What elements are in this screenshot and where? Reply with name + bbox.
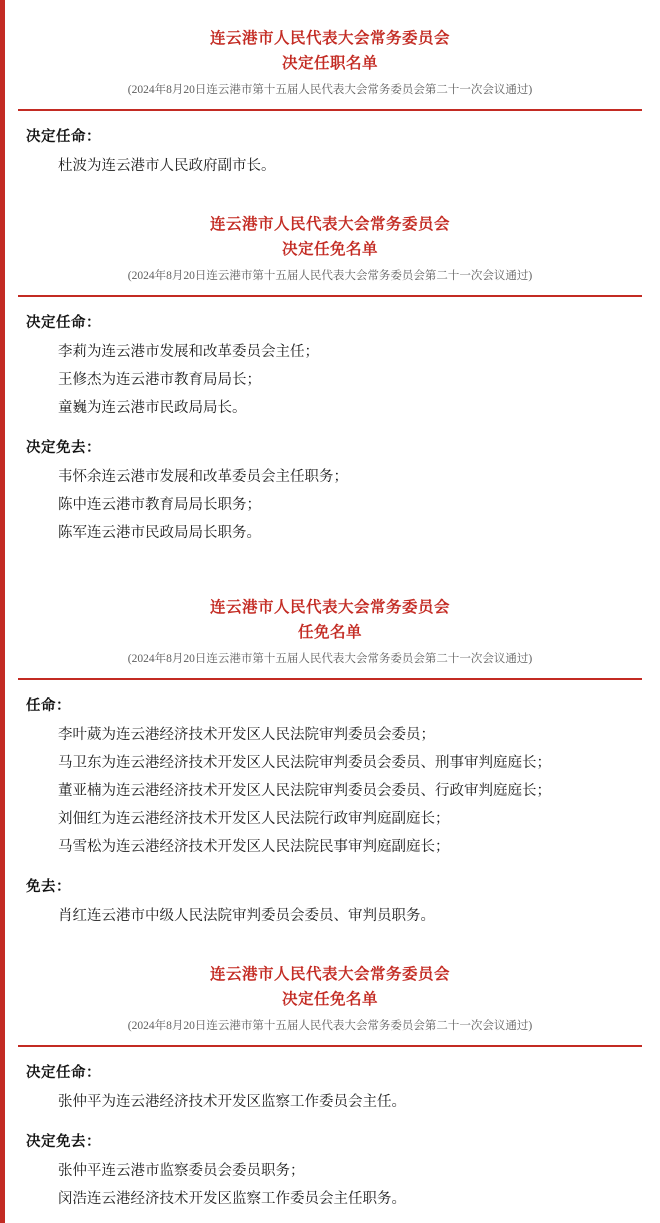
spacer: [18, 180, 642, 190]
section-4-group-2-item-2: 闵浩连云港经济技术开发区监察工作委员会主任职务。: [58, 1191, 406, 1207]
section-1-note: (2024年8月20日连云港市第十五届人民代表大会常务委员会第二十一次会议通过): [127, 84, 533, 96]
section-2-group-2-item-3: 陈军连云港市民政局局长职务。: [58, 525, 261, 541]
section-1-header: [18, 0, 642, 101]
section-3-group-2-item-1: 肖红连云港市中级人民法院审判委员会委员、审判员职务。: [58, 908, 435, 924]
left-accent-rule: [0, 0, 5, 1223]
section-2-group-1-item-3: 童巍为连云港市民政局局长。: [58, 400, 247, 416]
section-1-divider: [18, 109, 642, 111]
section-3: [18, 573, 642, 940]
section-4-note: (2024年8月20日连云港市第十五届人民代表大会常务委员会第二十一次会议通过): [127, 1020, 533, 1032]
section-2-header: [18, 190, 642, 287]
section-2-group-1-label: 决定任命：: [26, 315, 101, 331]
section-2-subtitle: 决定任免名单: [281, 241, 378, 258]
section-4-group-1-label: 决定任命：: [26, 1065, 101, 1081]
section-3-group-1-item-5: 马雪松为连云港经济技术开发区人民法院民事审判庭副庭长；: [58, 839, 450, 855]
section-3-subtitle: 任免名单: [297, 624, 362, 641]
section-4-group-2-label: 决定免去：: [26, 1134, 101, 1150]
section-3-group-1-item-2: 马卫东为连云港经济技术开发区人民法院审判委员会委员、刑事审判庭庭长；: [58, 755, 551, 771]
section-2-group-2-label: 决定免去：: [26, 440, 101, 456]
section-1-group-1-label: 决定任命：: [26, 129, 101, 145]
section-4-header: [18, 940, 642, 1037]
section-3-title: 连云港市人民代表大会常务委员会: [209, 599, 450, 616]
section-2-group-2-item-1: 韦怀余连云港市发展和改革委员会主任职务；: [58, 469, 348, 485]
section-3-header: [18, 573, 642, 670]
section-2: [18, 190, 642, 573]
section-3-group-1-item-3: 董亚楠为连云港经济技术开发区人民法院审判委员会委员、行政审判庭庭长；: [58, 783, 551, 799]
section-2-group-2-item-2: 陈中连云港市教育局局长职务；: [58, 497, 261, 513]
section-2-group-1-item-2: 王修杰为连云港市教育局局长；: [58, 372, 261, 388]
section-4-divider: [18, 1045, 642, 1047]
section-2-note: (2024年8月20日连云港市第十五届人民代表大会常务委员会第二十一次会议通过): [127, 270, 533, 282]
section-4-group-1-item-1: 张仲平为连云港经济技术开发区监察工作委员会主任。: [58, 1094, 406, 1110]
section-2-divider: [18, 295, 642, 297]
section-4-group-2-item-1: 张仲平连云港市监察委员会委员职务；: [58, 1163, 305, 1179]
section-3-group-2-label: 免去：: [26, 879, 71, 895]
section-2-title: 连云港市人民代表大会常务委员会: [209, 216, 450, 233]
section-1: [18, 0, 642, 190]
spacer: [18, 547, 642, 573]
section-4-subtitle: 决定任免名单: [281, 991, 378, 1008]
section-4: [18, 940, 642, 1213]
section-4-title: 连云港市人民代表大会常务委员会: [209, 966, 450, 983]
section-1-title: 连云港市人民代表大会常务委员会: [209, 30, 450, 47]
section-3-group-1-item-1: 李叶葳为连云港经济技术开发区人民法院审判委员会委员；: [58, 727, 435, 743]
spacer: [18, 930, 642, 940]
section-3-group-1-label: 任命：: [26, 698, 71, 714]
section-3-note: (2024年8月20日连云港市第十五届人民代表大会常务委员会第二十一次会议通过): [127, 653, 533, 665]
section-1-subtitle: 决定任职名单: [281, 55, 378, 72]
section-2-group-1-item-1: 李莉为连云港市发展和改革委员会主任；: [58, 344, 319, 360]
section-3-group-1-item-4: 刘佃红为连云港经济技术开发区人民法院行政审判庭副庭长；: [58, 811, 450, 827]
section-1-group-1-item-1: 杜波为连云港市人民政府副市长。: [58, 158, 276, 174]
section-3-divider: [18, 678, 642, 680]
